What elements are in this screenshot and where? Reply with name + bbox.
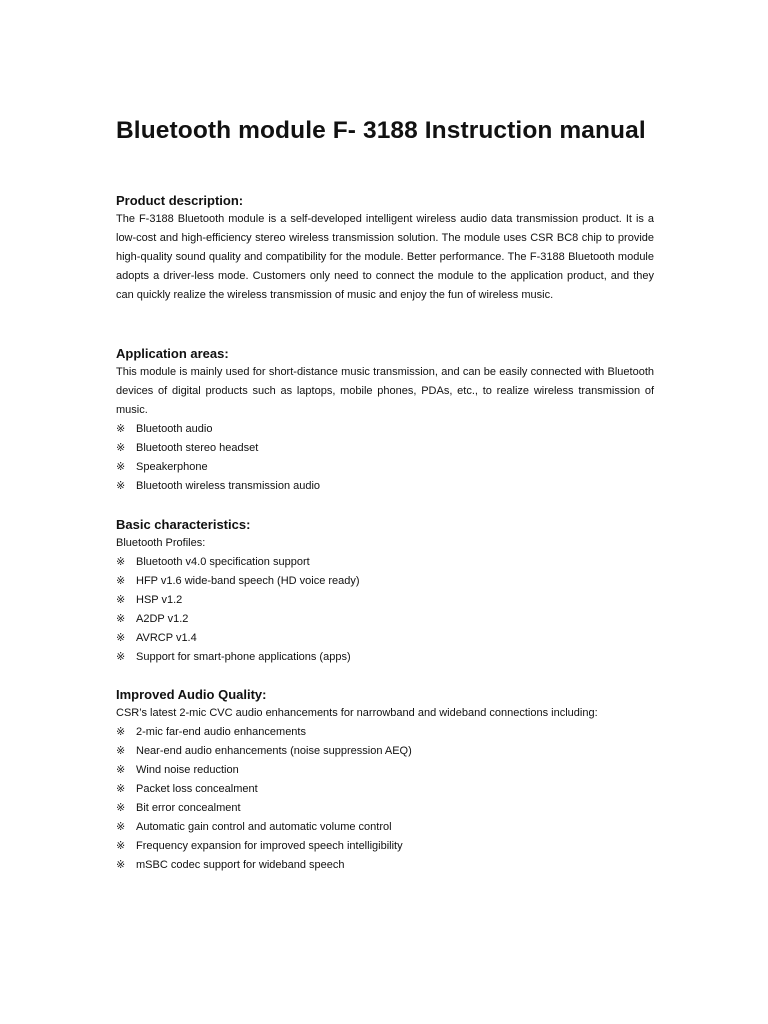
reference-mark-icon: ※ [116,442,126,454]
reference-mark-icon: ※ [116,821,126,833]
reference-mark-icon: ※ [116,461,126,473]
section-heading: Improved Audio Quality: [116,687,267,702]
section-heading: Application areas: [116,346,229,361]
list-item [116,629,654,648]
list-item-text: Bluetooth audio [136,423,213,435]
reference-mark-icon: ※ [116,651,126,663]
list-item [116,761,654,780]
list-item [116,780,654,799]
reference-mark-icon: ※ [116,859,126,871]
section-paragraph: This module is mainly used for short-distance music transmission, and can be easily connected with Bluetooth devices of digital products such as laptops, mobile phones, PDAs, etc., to realize wireless transmission of music. [116,366,654,416]
list-item-text: HSP v1.2 [136,594,183,606]
list-item [116,856,654,875]
list-item-text: Near-end audio enhancements (noise suppression AEQ) [136,745,412,757]
document-title: Bluetooth module F- 3188 Instruction manual [116,117,646,144]
list-item [116,591,654,610]
section-paragraph: The F-3188 Bluetooth module is a self-developed intelligent wireless audio data transmission product. It is a low-cost and high-efficiency stereo wireless transmission solution. The module uses CSR BC8 chip to provide high-quality sound quality and compatibility for the module. Better performance. The F-3188 Bluetooth module adopts a driver-less mode. Customers only need to connect the module to the application product, and they can quickly realize the wireless transmission of music and enjoy the fun of wireless music. [116,213,654,301]
reference-mark-icon: ※ [116,556,126,568]
reference-mark-icon: ※ [116,594,126,606]
list-item-text: 2-mic far-end audio enhancements [136,726,306,738]
reference-mark-icon: ※ [116,840,126,852]
list-item-text: HFP v1.6 wide-band speech (HD voice ready) [136,575,360,587]
list-item [116,742,654,761]
reference-mark-icon: ※ [116,423,126,435]
section-subheading: Bluetooth Profiles: [116,537,206,549]
section-heading: Product description: [116,193,244,208]
bullet-list [116,420,654,496]
list-item [116,818,654,837]
reference-mark-icon: ※ [116,764,126,776]
list-item-text: mSBC codec support for wideband speech [136,859,345,871]
list-item-text: Packet loss concealment [136,783,258,795]
list-item-text: Support for smart-phone applications (apps) [136,651,351,663]
list-item [116,837,654,856]
list-item [116,799,654,818]
section-improved-audio-quality [116,685,654,875]
list-item-text: Automatic gain control and automatic volume control [136,821,392,833]
list-item-text: Bluetooth wireless transmission audio [136,480,321,492]
list-item [116,553,654,572]
reference-mark-icon: ※ [116,480,126,492]
section-heading: Basic characteristics: [116,517,251,532]
list-item [116,420,654,439]
reference-mark-icon: ※ [116,802,126,814]
bullet-list [116,553,654,667]
bullet-list [116,723,654,875]
section-paragraph: CSR’s latest 2-mic CVC audio enhancements for narrowband and wideband connections including: [116,707,598,719]
reference-mark-icon: ※ [116,726,126,738]
section-basic-characteristics [116,515,654,667]
list-item-text: A2DP v1.2 [136,613,189,625]
list-item-text: Wind noise reduction [136,764,239,776]
list-item [116,439,654,458]
reference-mark-icon: ※ [116,575,126,587]
section-product-description [116,191,654,305]
list-item [116,648,654,667]
list-item [116,458,654,477]
list-item [116,572,654,591]
section-application-areas [116,344,654,496]
reference-mark-icon: ※ [116,632,126,644]
list-item-text: Bit error concealment [136,802,241,814]
list-item-text: Bluetooth stereo headset [136,442,259,454]
list-item [116,477,654,496]
reference-mark-icon: ※ [116,613,126,625]
list-item-text: Bluetooth v4.0 specification support [136,556,310,568]
list-item-text: Speakerphone [136,461,208,473]
list-item-text: Frequency expansion for improved speech intelligibility [136,840,403,852]
list-item [116,723,654,742]
reference-mark-icon: ※ [116,783,126,795]
list-item [116,610,654,629]
reference-mark-icon: ※ [116,745,126,757]
list-item-text: AVRCP v1.4 [136,632,197,644]
